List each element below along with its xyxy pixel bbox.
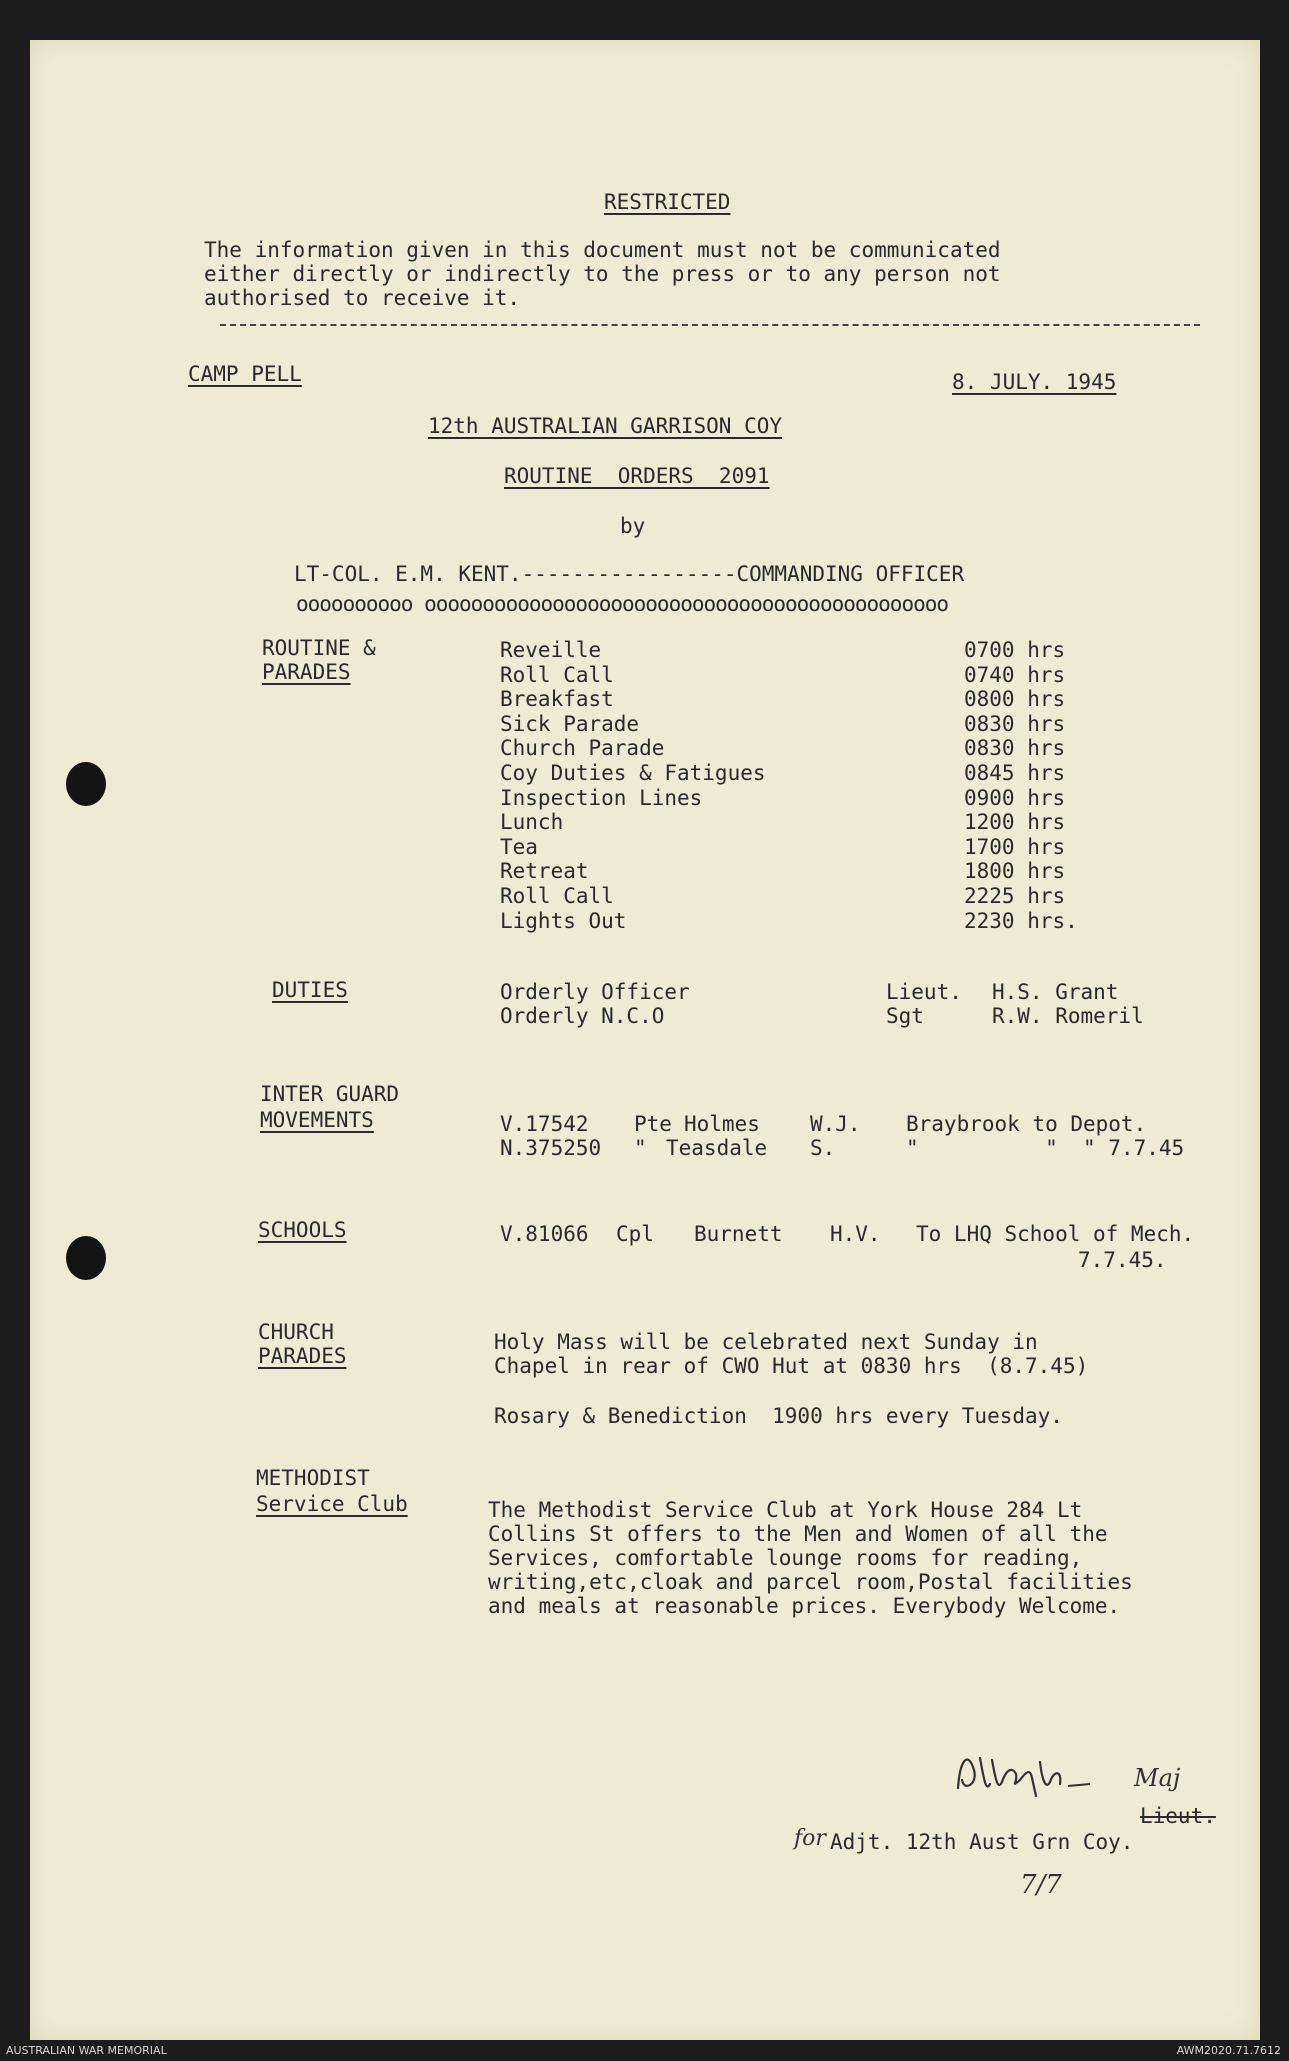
routine-heading-line-2: PARADES <box>262 660 351 684</box>
routine-time: 0740 hrs <box>964 662 1066 687</box>
routine-row <box>30 761 1260 786</box>
routine-activity: Coy Duties & Fatigues <box>500 761 766 785</box>
routine-heading-line-1: ROUTINE & <box>262 636 376 660</box>
methodist-text-line-5: and meals at reasonable prices. Everybody Welcome. <box>488 1594 1121 1618</box>
methodist-text-line-4: writing,etc,cloak and parcel room,Postal facilities <box>488 1570 1133 1594</box>
routine-row <box>30 884 1260 909</box>
notice-line-2: either directly or indirectly to the press or to any person not <box>204 262 1001 286</box>
church-text-line-1: Holy Mass will be celebrated next Sunday in <box>494 1330 1038 1354</box>
movement-surname: Holmes <box>684 1112 760 1136</box>
routine-activity: Sick Parade <box>500 711 640 736</box>
routine-activity: Lights Out <box>500 908 627 933</box>
routine-row <box>30 638 1260 663</box>
notice-line-3: authorised to receive it. <box>204 286 521 310</box>
schools-heading: SCHOOLS <box>258 1218 347 1242</box>
school-date: 7.7.45. <box>1078 1248 1167 1272</box>
movement-initials: S. <box>810 1136 836 1160</box>
routine-time: 1200 hrs <box>964 810 1066 835</box>
movement-row <box>30 1136 1260 1161</box>
duty-row <box>30 1004 1260 1029</box>
movement-rank: Pte <box>634 1112 672 1136</box>
duty-name: R.W. Romeril <box>992 1004 1144 1028</box>
church-text-line-2: Chapel in rear of CWO Hut at 0830 hrs (8.7.45) <box>494 1354 1089 1378</box>
methodist-text-line-1: The Methodist Service Club at York House 284 Lt <box>488 1498 1083 1522</box>
movement-rank: " <box>634 1136 647 1160</box>
routine-orders-title: ROUTINE ORDERS 2091 <box>504 464 770 488</box>
camp-location: CAMP PELL <box>188 362 302 386</box>
routine-activity: Roll Call <box>500 884 614 908</box>
routine-row <box>30 663 1260 688</box>
school-rank: Cpl <box>616 1222 654 1246</box>
by-label: by <box>620 514 646 538</box>
movement-initials: W.J. <box>810 1112 861 1136</box>
movement-detail: Braybrook to Depot. <box>906 1112 1147 1136</box>
routine-activity: Retreat <box>500 859 589 884</box>
routine-row <box>30 712 1260 737</box>
routine-time: 0830 hrs <box>964 711 1066 736</box>
routine-activity: Tea <box>500 834 538 859</box>
routine-row <box>30 786 1260 811</box>
order-date: 8. JULY. 1945 <box>952 370 1117 394</box>
footer-left: AUSTRALIAN WAR MEMORIAL <box>6 2044 167 2057</box>
routine-row <box>30 835 1260 860</box>
school-initials: H.V. <box>830 1222 881 1246</box>
movements-heading-line-1: INTER GUARD <box>260 1082 400 1106</box>
date-mark: 7/7 <box>1020 1870 1062 1900</box>
routine-time: 1700 hrs <box>964 834 1066 859</box>
rank-struck: Lieut. <box>1140 1804 1216 1828</box>
movement-detail: " " " 7.7.45 <box>906 1136 1185 1160</box>
routine-activity: Lunch <box>500 810 564 835</box>
school-row <box>30 1222 1260 1247</box>
routine-activity: Breakfast <box>500 687 614 712</box>
rank-handwritten: Maj <box>1134 1764 1181 1792</box>
church-heading-line-2: PARADES <box>258 1344 347 1368</box>
school-detail: To LHQ School of Mech. <box>916 1222 1195 1246</box>
duty-name: H.S. Grant <box>992 980 1119 1004</box>
dashed-rule <box>220 324 1200 326</box>
routine-time: 0830 hrs <box>964 736 1066 761</box>
church-heading-line-1: CHURCH <box>258 1320 334 1344</box>
handwritten-signature <box>950 1740 1130 1810</box>
routine-time: 2230 hrs. <box>964 908 1078 933</box>
duty-role: Orderly N.C.O <box>500 1004 665 1028</box>
methodist-text-line-2: Collins St offers to the Men and Women of all the <box>488 1522 1108 1546</box>
routine-time: 0800 hrs <box>964 687 1066 712</box>
routine-time: 0900 hrs <box>964 785 1066 810</box>
adjutant-title: Adjt. 12th Aust Grn Coy. <box>830 1830 1134 1854</box>
movement-number: V.17542 <box>500 1112 589 1136</box>
routine-activity: Inspection Lines <box>500 785 703 810</box>
for-mark: for <box>794 1826 826 1851</box>
movement-row <box>30 1112 1260 1137</box>
methodist-heading-line-2: Service Club <box>256 1492 408 1516</box>
classification-heading: RESTRICTED <box>604 190 731 214</box>
routine-row <box>30 859 1260 884</box>
duty-row <box>30 980 1260 1005</box>
movements-heading-line-2: MOVEMENTS <box>260 1108 374 1132</box>
routine-row <box>30 810 1260 835</box>
commanding-officer-line: LT-COL. E.M. KENT.-----------------COMMANDING OFFICER <box>294 562 965 586</box>
methodist-heading-line-1: METHODIST <box>256 1466 370 1490</box>
routine-activity: Roll Call <box>500 662 614 687</box>
movement-number: N.375250 <box>500 1136 602 1160</box>
routine-row <box>30 687 1260 712</box>
document-page <box>30 40 1260 2040</box>
routine-row <box>30 909 1260 934</box>
movement-surname: Teasdale <box>666 1136 768 1160</box>
routine-time: 0700 hrs <box>964 638 1066 662</box>
routine-time: 1800 hrs <box>964 859 1066 884</box>
duty-role: Orderly Officer <box>500 980 690 1004</box>
duty-rank: Sgt <box>886 1004 924 1028</box>
notice-line-1: The information given in this document must not be communicated <box>204 238 1001 262</box>
methodist-text-line-3: Services, comfortable lounge rooms for reading, <box>488 1546 1083 1570</box>
school-surname: Burnett <box>694 1222 783 1246</box>
footer-right: AWM2020.71.7612 <box>1176 2044 1281 2057</box>
routine-row <box>30 736 1260 761</box>
routine-time: 0845 hrs <box>964 761 1066 785</box>
duties-heading: DUTIES <box>272 978 348 1002</box>
rosary-line: Rosary & Benediction 1900 hrs every Tuesday. <box>494 1404 1063 1428</box>
routine-activity: Church Parade <box>500 736 665 761</box>
routine-activity: Reveille <box>500 638 602 662</box>
duty-rank: Lieut. <box>886 980 962 1004</box>
routine-time: 2225 hrs <box>964 884 1066 908</box>
unit-name: 12th AUSTRALIAN GARRISON COY <box>428 414 783 438</box>
divider-line: oooooooooo ooooooooooooooooooooooooooooooooooooooooooooo <box>296 592 949 616</box>
school-number: V.81066 <box>500 1222 589 1246</box>
